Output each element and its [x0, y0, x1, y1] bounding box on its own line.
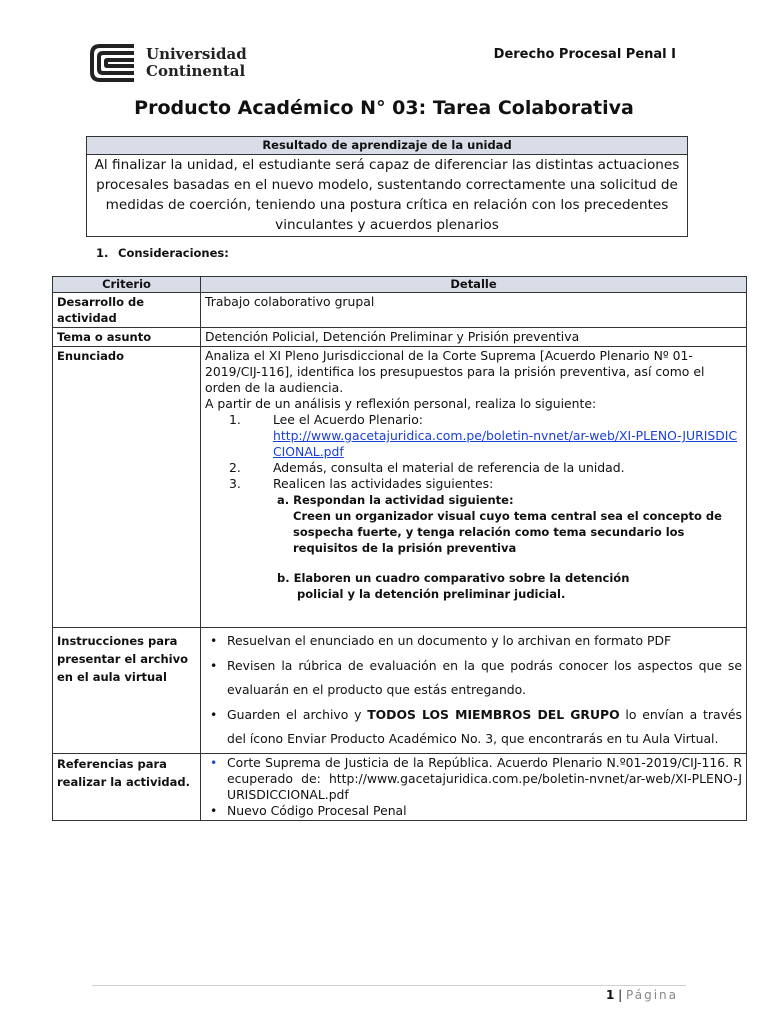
list-item	[205, 476, 742, 492]
table-row	[53, 347, 747, 628]
table-row	[53, 293, 747, 328]
item-number: 2.	[229, 460, 241, 475]
sub-activity-a-label: a. Respondan la actividad siguiente:	[277, 493, 514, 507]
university-logo	[88, 42, 247, 84]
learning-result-heading: Resultado de aprendizaje de la unidad	[87, 137, 687, 155]
item-number: 1.	[229, 412, 241, 427]
instruction-text: lo envían a través del ícono Enviar Producto Académico No. 3, que encontrarás en tu Aula Virtual.	[227, 706, 742, 746]
document-title: Producto Académico N° 03: Tarea Colaborativa	[134, 97, 634, 119]
row-criterio: Tema o asunto	[53, 328, 201, 347]
row-criterio: Enunciado	[53, 347, 201, 628]
section-heading	[96, 246, 229, 260]
references-list	[205, 755, 742, 819]
considerations-table	[52, 276, 747, 821]
table-row	[53, 328, 747, 347]
list-item: • Corte Suprema de Justicia de la República. Acuerdo Plenario N.º01-2019/CIJ-116. Recuperado de: http://www.gacetajuridica.com.pe/boletin-nvnet/ar-web/XI-PLENO-JURISDICCIONAL.pdf	[205, 755, 742, 803]
footer-separator: |	[614, 988, 627, 1002]
item-text: Además, consulta el material de referencia de la unidad.	[273, 460, 625, 475]
list-item	[205, 460, 742, 476]
page-number: 1	[606, 988, 615, 1002]
row-criterio: Desarrollo de actividad	[53, 293, 201, 328]
logo-line-1: Universidad	[146, 45, 247, 63]
row-criterio: Referencias para realizar la actividad.	[53, 753, 201, 820]
section-title: Consideraciones:	[118, 246, 229, 260]
references-detail	[201, 753, 747, 820]
enunciado-intro-2: A partir de un análisis y reflexión personal, realiza lo siguiente:	[205, 396, 597, 411]
sub-activity-a-text: Creen un organizador visual cuyo tema central sea el concepto de sospecha fuerte, y tenga relación como tema secundario los requisitos de la prisión preventiva	[293, 509, 722, 555]
column-header-detalle: Detalle	[201, 277, 747, 293]
table-header-row	[53, 277, 747, 293]
list-item: • Nuevo Código Procesal Penal	[205, 803, 742, 819]
list-item	[205, 703, 742, 752]
item-text: Realicen las actividades siguientes:	[273, 476, 494, 491]
table-row	[53, 753, 747, 820]
footer-divider	[92, 985, 686, 986]
item-number: 3.	[229, 476, 241, 491]
logo-line-2: Continental	[146, 62, 246, 80]
acuerdo-plenario-link[interactable]: http://www.gacetajuridica.com.pe/boletin-nvnet/ar-web/XI-PLENO-JURISDICCIONAL.pdf	[273, 428, 738, 459]
instruction-text: Guarden el archivo y	[227, 706, 368, 722]
sub-activity-b-text: policial y la detención preliminar judicial.	[297, 587, 566, 601]
list-item	[205, 412, 742, 460]
sub-activity-b-label: b. Elaboren un cuadro comparativo sobre la detención	[277, 571, 630, 585]
learning-result-box	[86, 136, 688, 237]
item-content	[273, 412, 742, 460]
enunciado-detail	[201, 347, 747, 628]
logo-wordmark	[146, 46, 247, 80]
instructions-list	[205, 629, 742, 752]
table-row	[53, 628, 747, 754]
section-number: 1.	[96, 246, 109, 260]
course-name: Derecho Procesal Penal I	[493, 47, 676, 62]
page-label: Página	[626, 988, 678, 1002]
logo-icon	[88, 42, 138, 84]
row-criterio: Instrucciones para presentar el archivo en el aula virtual	[53, 628, 201, 754]
page-footer	[606, 988, 678, 1002]
learning-result-text: Al finalizar la unidad, el estudiante será capaz de diferenciar las distintas actuaciones procesales basadas en el nuevo modelo, sustentando correctamente una solicitud de medidas de coerción, teniendo una postura crítica en relación con los precedentes vinculantes y acuerdos plenarios	[94, 157, 680, 233]
row-detalle: Detención Policial, Detención Preliminar y Prisión preventiva	[201, 328, 747, 347]
list-item: • Revisen la rúbrica de evaluación en la que podrás conocer los aspectos que se evaluarán en el producto que estás entregando.	[205, 654, 742, 703]
item-text: Lee el Acuerdo Plenario:	[273, 412, 423, 427]
enunciado-intro: Analiza el XI Pleno Jurisdiccional de la Corte Suprema [Acuerdo Plenario Nº 01-2019/CIJ-116], identifica los presupuestos para la prisión preventiva, así como el orden de la audiencia.	[205, 348, 705, 395]
instruction-emphasis: TODOS LOS MIEMBROS DEL GRUPO	[367, 706, 620, 722]
column-header-criterio: Criterio	[53, 277, 201, 293]
list-item: • Resuelvan el enunciado en un documento y lo archivan en formato PDF	[205, 629, 742, 654]
row-detalle: Trabajo colaborativo grupal	[201, 293, 747, 328]
instructions-detail	[201, 628, 747, 754]
